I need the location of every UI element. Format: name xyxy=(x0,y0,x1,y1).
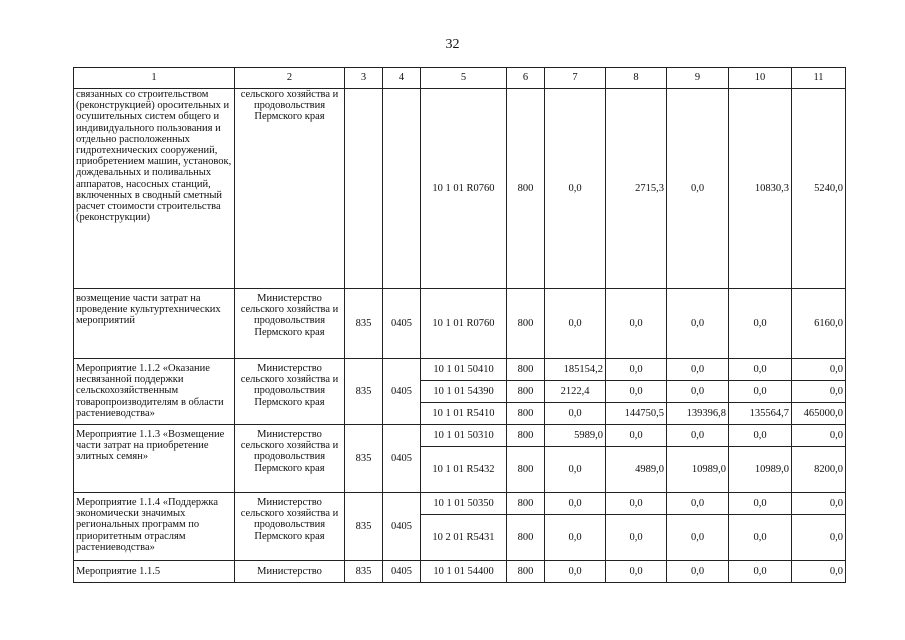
budget-table xyxy=(73,67,846,583)
header-cell: 11 xyxy=(792,68,846,89)
table-row xyxy=(74,289,846,359)
amount-cell: 5240,0 xyxy=(792,89,846,289)
code-cell: 0405 xyxy=(383,359,421,425)
header-cell: 8 xyxy=(606,68,667,89)
code-cell: 800 xyxy=(507,381,545,403)
code-cell: 800 xyxy=(507,493,545,515)
table-row xyxy=(74,425,846,447)
code-cell: 835 xyxy=(345,561,383,583)
table-row xyxy=(74,359,846,381)
code-cell xyxy=(383,89,421,289)
amount-cell: 0,0 xyxy=(606,289,667,359)
amount-cell: 135564,7 xyxy=(729,403,792,425)
amount-cell: 5989,0 xyxy=(545,425,606,447)
code-cell: 0405 xyxy=(383,289,421,359)
amount-cell: 0,0 xyxy=(545,289,606,359)
amount-cell: 0,0 xyxy=(729,381,792,403)
amount-cell: 0,0 xyxy=(606,425,667,447)
header-cell: 4 xyxy=(383,68,421,89)
code-cell: 800 xyxy=(507,89,545,289)
budget-code-cell: 10 1 01 50410 xyxy=(421,359,507,381)
header-cell: 1 xyxy=(74,68,235,89)
amount-cell: 0,0 xyxy=(667,493,729,515)
measure-description: Мероприятие 1.1.2 «Оказание несвязанной поддержки сельскохозяйственным товаропроизводителям в области растениеводства» xyxy=(74,359,235,425)
page-number: 32 xyxy=(445,37,460,52)
amount-cell: 0,0 xyxy=(667,515,729,561)
budget-code-cell: 10 1 01 54390 xyxy=(421,381,507,403)
amount-cell: 0,0 xyxy=(729,493,792,515)
code-cell: 800 xyxy=(507,403,545,425)
code-cell: 0405 xyxy=(383,425,421,493)
amount-cell: 0,0 xyxy=(667,89,729,289)
responsible-body: Министерство xyxy=(235,561,345,583)
code-cell: 800 xyxy=(507,515,545,561)
amount-cell: 8200,0 xyxy=(792,447,846,493)
measure-description: возмещение части затрат на проведение культуртехнических мероприятий xyxy=(74,289,235,359)
amount-cell: 0,0 xyxy=(606,381,667,403)
code-cell: 835 xyxy=(345,425,383,493)
amount-cell: 10830,3 xyxy=(729,89,792,289)
budget-code-cell: 10 1 01 R5410 xyxy=(421,403,507,425)
amount-cell: 0,0 xyxy=(545,493,606,515)
amount-cell: 185154,2 xyxy=(545,359,606,381)
amount-cell: 0,0 xyxy=(667,561,729,583)
code-cell: 800 xyxy=(507,359,545,381)
amount-cell: 139396,8 xyxy=(667,403,729,425)
header-cell: 9 xyxy=(667,68,729,89)
table-row xyxy=(74,493,846,515)
amount-cell: 2122,4 xyxy=(545,381,606,403)
amount-cell: 0,0 xyxy=(729,359,792,381)
responsible-body: Министерство сельского хозяйства и продовольствия Пермского края xyxy=(235,493,345,561)
code-cell: 0405 xyxy=(383,493,421,561)
code-cell: 800 xyxy=(507,289,545,359)
amount-cell: 0,0 xyxy=(606,493,667,515)
measure-description: Мероприятие 1.1.3 «Возмещение части затрат на приобретение элитных семян» xyxy=(74,425,235,493)
amount-cell: 0,0 xyxy=(729,515,792,561)
amount-cell: 0,0 xyxy=(792,515,846,561)
measure-description: Мероприятие 1.1.4 «Поддержка экономически значимых региональных программ по приоритетным отраслям растениеводства» xyxy=(74,493,235,561)
code-cell: 835 xyxy=(345,289,383,359)
budget-code-cell: 10 1 01 R0760 xyxy=(421,289,507,359)
header-cell: 2 xyxy=(235,68,345,89)
amount-cell: 0,0 xyxy=(667,381,729,403)
amount-cell: 4989,0 xyxy=(606,447,667,493)
code-cell xyxy=(345,89,383,289)
responsible-body: сельского хозяйства и продовольствия Пермского края xyxy=(235,89,345,289)
amount-cell: 10989,0 xyxy=(667,447,729,493)
code-cell: 835 xyxy=(345,493,383,561)
amount-cell: 0,0 xyxy=(545,447,606,493)
budget-code-cell: 10 1 01 R5432 xyxy=(421,447,507,493)
amount-cell: 0,0 xyxy=(606,561,667,583)
amount-cell: 0,0 xyxy=(792,561,846,583)
amount-cell: 465000,0 xyxy=(792,403,846,425)
amount-cell: 0,0 xyxy=(729,425,792,447)
amount-cell: 0,0 xyxy=(667,359,729,381)
table-row xyxy=(74,561,846,583)
amount-cell: 144750,5 xyxy=(606,403,667,425)
code-cell: 800 xyxy=(507,561,545,583)
amount-cell: 0,0 xyxy=(792,425,846,447)
header-cell: 7 xyxy=(545,68,606,89)
budget-code-cell: 10 2 01 R5431 xyxy=(421,515,507,561)
amount-cell: 0,0 xyxy=(792,381,846,403)
budget-code-cell: 10 1 01 50310 xyxy=(421,425,507,447)
amount-cell: 0,0 xyxy=(545,561,606,583)
amount-cell: 0,0 xyxy=(729,289,792,359)
amount-cell: 6160,0 xyxy=(792,289,846,359)
amount-cell: 0,0 xyxy=(606,515,667,561)
amount-cell: 0,0 xyxy=(792,359,846,381)
header-cell: 3 xyxy=(345,68,383,89)
amount-cell: 0,0 xyxy=(606,359,667,381)
amount-cell: 0,0 xyxy=(545,403,606,425)
header-cell: 10 xyxy=(729,68,792,89)
budget-code-cell: 10 1 01 54400 xyxy=(421,561,507,583)
amount-cell: 0,0 xyxy=(729,561,792,583)
amount-cell: 0,0 xyxy=(667,425,729,447)
amount-cell: 0,0 xyxy=(667,289,729,359)
code-cell: 0405 xyxy=(383,561,421,583)
responsible-body: Министерство сельского хозяйства и продовольствия Пермского края xyxy=(235,289,345,359)
header-cell: 5 xyxy=(421,68,507,89)
amount-cell: 2715,3 xyxy=(606,89,667,289)
amount-cell: 0,0 xyxy=(545,89,606,289)
code-cell: 800 xyxy=(507,447,545,493)
table-header-row xyxy=(74,68,846,89)
budget-code-cell: 10 1 01 50350 xyxy=(421,493,507,515)
header-cell: 6 xyxy=(507,68,545,89)
budget-code-cell: 10 1 01 R0760 xyxy=(421,89,507,289)
measure-description: связанных со строительством (реконструкцией) оросительных и осушительных систем общего и индивидуального пользования и отдельно расположенных гидротехнических сооружений, приобретением машин, установок, дождевальных и поливальных аппаратов, насосных станций, включенных в сводный сметный расчет стоимости строительства (реконструкции) xyxy=(74,89,235,289)
responsible-body: Министерство сельского хозяйства и продовольствия Пермского края xyxy=(235,359,345,425)
code-cell: 800 xyxy=(507,425,545,447)
amount-cell: 10989,0 xyxy=(729,447,792,493)
measure-description: Мероприятие 1.1.5 xyxy=(74,561,235,583)
responsible-body: Министерство сельского хозяйства и продовольствия Пермского края xyxy=(235,425,345,493)
amount-cell: 0,0 xyxy=(545,515,606,561)
code-cell: 835 xyxy=(345,359,383,425)
amount-cell: 0,0 xyxy=(792,493,846,515)
table-row xyxy=(74,89,846,289)
